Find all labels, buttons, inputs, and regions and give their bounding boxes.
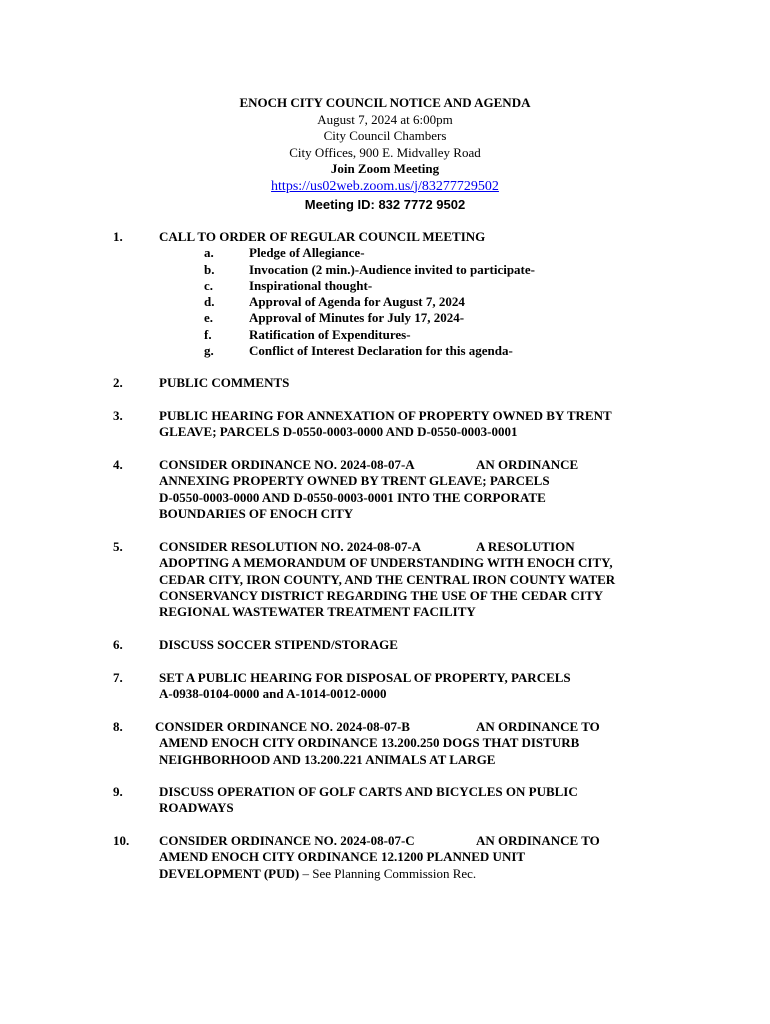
zoom-label: Join Zoom Meeting bbox=[330, 161, 440, 176]
zoom-link[interactable]: https://us02web.zoom.us/j/83277729502 bbox=[271, 178, 499, 194]
item-number: 7. bbox=[113, 670, 123, 685]
item-text-line-3: DEVELOPMENT (PUD) bbox=[159, 865, 300, 881]
item-title: DISCUSS OPERATION OF GOLF CARTS AND BICYCLES ON PUBLIC bbox=[159, 784, 578, 799]
sub-item-d: d. Approval of Agenda for August 7, 2024 bbox=[204, 294, 465, 310]
sub-item-c: c. Inspirational thought- bbox=[204, 277, 373, 293]
item-text-line-2: AMEND ENOCH CITY ORDINANCE 13.200.250 DOGS THAT DISTURB bbox=[159, 735, 580, 751]
resolution-type: A RESOLUTION bbox=[476, 539, 575, 554]
item-text-line-2: AMEND ENOCH CITY ORDINANCE 12.1200 PLANNED UNIT bbox=[159, 849, 526, 865]
item-title-line-2: A-0938-0104-0000 and A-1014-0012-0000 bbox=[159, 686, 387, 702]
item-text-line-3: D-0550-0003-0000 AND D-0550-0003-0001 INTO THE CORPORATE bbox=[159, 489, 546, 505]
item-title-line-2: ROADWAYS bbox=[159, 800, 234, 816]
sub-item-g: g. Conflict of Interest Declaration for this agenda- bbox=[204, 343, 513, 359]
planning-commission-note: – See Planning Commission Rec. bbox=[299, 865, 477, 881]
item-title: DISCUSS SOCCER STIPEND/STORAGE bbox=[159, 637, 398, 652]
ordinance-number: CONSIDER ORDINANCE NO. 2024-08-07-A bbox=[159, 457, 415, 472]
item-text-line-4: BOUNDARIES OF ENOCH CITY bbox=[159, 505, 354, 521]
sub-item-b: b. Invocation (2 min.)-Audience invited to participate- bbox=[204, 261, 535, 277]
resolution-number: CONSIDER RESOLUTION NO. 2024-08-07-A bbox=[159, 539, 422, 554]
item-number: 3. bbox=[113, 408, 123, 423]
sub-item-f: f. Ratification of Expenditures- bbox=[204, 326, 411, 342]
sub-item-e: e. Approval of Minutes for July 17, 2024- bbox=[204, 310, 465, 326]
ordinance-type: AN ORDINANCE bbox=[476, 457, 579, 472]
agenda-title: ENOCH CITY COUNCIL NOTICE AND AGENDA bbox=[239, 95, 531, 110]
ordinance-type: AN ORDINANCE TO bbox=[476, 719, 600, 734]
meeting-id: Meeting ID: 832 7772 9502 bbox=[304, 197, 466, 212]
item-text-line-3: CEDAR CITY, IRON COUNTY, AND THE CENTRAL IRON COUNTY WATER bbox=[159, 571, 616, 587]
meeting-address: City Offices, 900 E. Midvalley Road bbox=[289, 144, 481, 160]
item-title: CALL TO ORDER OF REGULAR COUNCIL MEETING bbox=[159, 229, 486, 244]
meeting-location: City Council Chambers bbox=[323, 128, 447, 143]
item-text-line-2: ANNEXING PROPERTY OWNED BY TRENT GLEAVE; PARCELS bbox=[159, 473, 550, 489]
item-number: 10. bbox=[113, 833, 130, 848]
item-number: 4. bbox=[113, 457, 123, 472]
item-title: PUBLIC HEARING FOR ANNEXATION OF PROPERTY OWNED BY TRENT bbox=[159, 408, 612, 423]
item-number: 8. bbox=[113, 719, 123, 734]
ordinance-number: CONSIDER ORDINANCE NO. 2024-08-07-B bbox=[155, 719, 410, 734]
item-title: SET A PUBLIC HEARING FOR DISPOSAL OF PROPERTY, PARCELS bbox=[159, 670, 571, 685]
item-number: 2. bbox=[113, 375, 123, 390]
ordinance-type: AN ORDINANCE TO bbox=[476, 833, 600, 848]
item-number: 1. bbox=[113, 229, 123, 244]
meeting-date: August 7, 2024 at 6:00pm bbox=[317, 111, 453, 127]
ordinance-number: CONSIDER ORDINANCE NO. 2024-08-07-C bbox=[159, 833, 415, 848]
agenda-header bbox=[0, 95, 770, 214]
item-text-line-5: REGIONAL WASTEWATER TREATMENT FACILITY bbox=[159, 604, 476, 620]
item-number: 6. bbox=[113, 637, 123, 652]
item-number: 9. bbox=[113, 784, 123, 799]
item-number: 5. bbox=[113, 539, 123, 554]
item-text-line-2: ADOPTING A MEMORANDUM OF UNDERSTANDING WITH ENOCH CITY, bbox=[159, 555, 613, 571]
item-text-line-4: CONSERVANCY DISTRICT REGARDING THE USE OF THE CEDAR CITY bbox=[159, 587, 604, 603]
sub-item-a: a. Pledge of Allegiance- bbox=[204, 245, 365, 261]
item-title-line-2: GLEAVE; PARCELS D-0550-0003-0000 AND D-0550-0003-0001 bbox=[159, 424, 518, 440]
item-text-line-3: NEIGHBORHOOD AND 13.200.221 ANIMALS AT LARGE bbox=[159, 751, 496, 767]
item-title: PUBLIC COMMENTS bbox=[159, 375, 290, 390]
